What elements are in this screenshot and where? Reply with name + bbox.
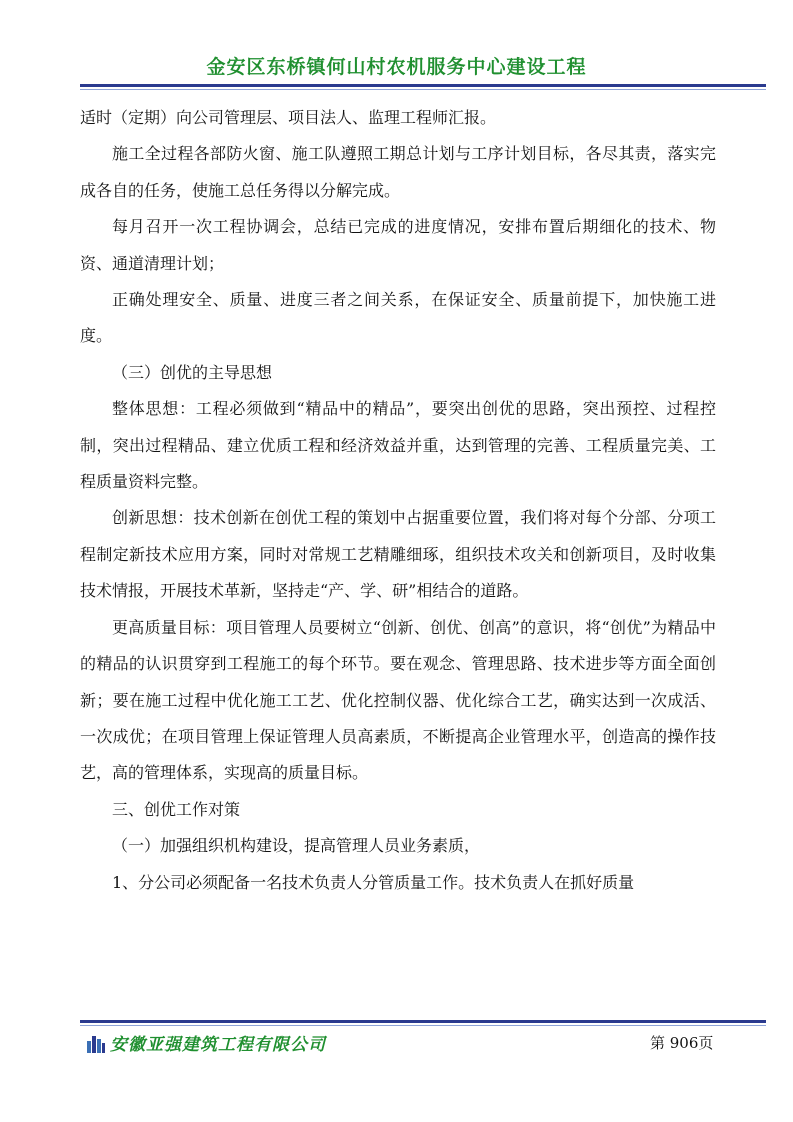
paragraph: 1、分公司必须配备一名技术负责人分管质量工作。技术负责人在抓好质量 xyxy=(112,872,635,892)
paragraph: 正确处理安全、质量、进度三者之间关系，在保证安全、质量前提下，加快施工进度。 xyxy=(80,290,716,346)
paragraph: 整体思想：工程必须做到“精品中的精品”，要突出创优的思路，突出预控、过程控制，突出过程精品、建立优质工程和经济效益并重，达到管理的完善、工程质量完美、工程质量资料完整。 xyxy=(80,399,716,492)
paragraph: 每月召开一次工程协调会，总结已完成的进度情况，安排布置后期细化的技术、物资、通道清理计划； xyxy=(80,217,716,273)
page-number: 第 906页 xyxy=(650,1034,714,1052)
footer-rule-thin xyxy=(80,1025,766,1026)
paragraph: 更高质量目标：项目管理人员要树立“创新、创优、创高”的意识，将“创优”为精品中的精品的认识贯穿到工程施工的每个环节。要在观念、管理思路、技术进步等方面全面创新；要在施工过程中优化施工工艺、优化控制仪器、优化综合工艺，确实达到一次成活、一次成优；在项目管理上保证管理人员高素质，不断提高企业管理水平，创造高的操作技艺，高的管理体系，实现高的质量目标。 xyxy=(80,617,716,783)
document-body xyxy=(80,100,716,901)
section-heading: （三）创优的主导思想 xyxy=(112,362,273,382)
paragraph: 施工全过程各部防火窗、施工队遵照工期总计划与工序计划目标，各尽其责，落实完成各自的任务，使施工总任务得以分解完成。 xyxy=(80,144,716,200)
section-heading: 三、创优工作对策 xyxy=(112,799,241,819)
footer-rule xyxy=(80,1020,766,1023)
header-rule-thin xyxy=(80,89,766,90)
section-heading: （一）加强组织机构建设，提高管理人员业务素质， xyxy=(112,836,481,856)
paragraph: 创新思想：技术创新在创优工程的策划中占据重要位置，我们将对每个分部、分项工程制定新技术应用方案，同时对常规工艺精雕细琢，组织技术攻关和创新项目，及时收集技术情报，开展技术革新，坚持走“产、学、研”相结合的道路。 xyxy=(80,508,716,601)
header-title: 金安区东桥镇何山村农机服务中心建设工程 xyxy=(206,56,587,78)
paragraph: 适时（定期）向公司管理层、项目法人、监理工程师汇报。 xyxy=(80,108,497,127)
header-rule xyxy=(80,84,766,87)
footer-company xyxy=(86,1030,326,1055)
building-logo-icon xyxy=(86,1033,106,1053)
company-name: 安徽亚强建筑工程有限公司 xyxy=(110,1035,326,1055)
